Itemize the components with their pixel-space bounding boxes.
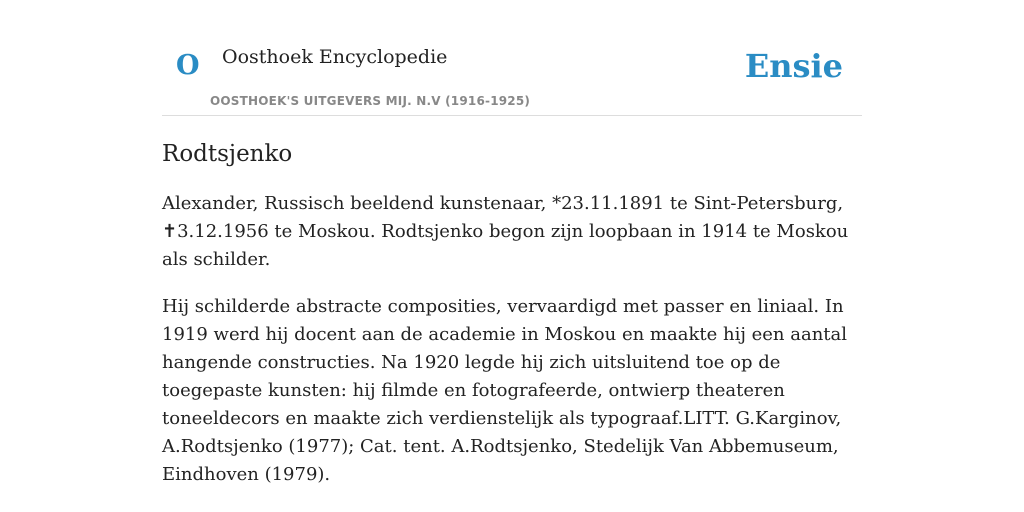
article-paragraph: Alexander, Russisch beeldend kunstenaar, *23.11.1891 te Sint-Petersburg, ✝3.12.1956 te Moskou. Rodtsjenko begon zijn loopbaan in 1914 te Moskou als schilder. xyxy=(162,192,849,270)
article-paragraph: Hij schilderde abstracte composities, vervaardigd met passer en liniaal. In 1919 werd hij docent aan de academie in Moskou en maakte hij een aantal hangende constructies. Na 1920 legde hij zich uitsluitend toe op de toegepaste kunsten: hij filmde en fotografeerde, ontwierp theateren toneeldecors en maakte zich verdienstelijk als typograaf.LITT. G.Karginov, A.Rodtsjenko (1977); Cat. tent. A.Rodtsjenko, Stedelijk Van Abbemuseum, Eindhoven (1979). xyxy=(162,295,848,485)
page xyxy=(162,0,862,489)
site-title[interactable]: Oosthoek Encyclopedie xyxy=(222,46,448,68)
brand-logo[interactable]: Ensie xyxy=(744,47,843,85)
logo-icon[interactable]: O xyxy=(176,50,200,81)
header xyxy=(162,44,862,116)
article-title: Rodtsjenko xyxy=(162,141,293,167)
publisher-subtitle: OOSTHOEK'S UITGEVERS MIJ. N.V (1916-1925) xyxy=(210,94,531,108)
